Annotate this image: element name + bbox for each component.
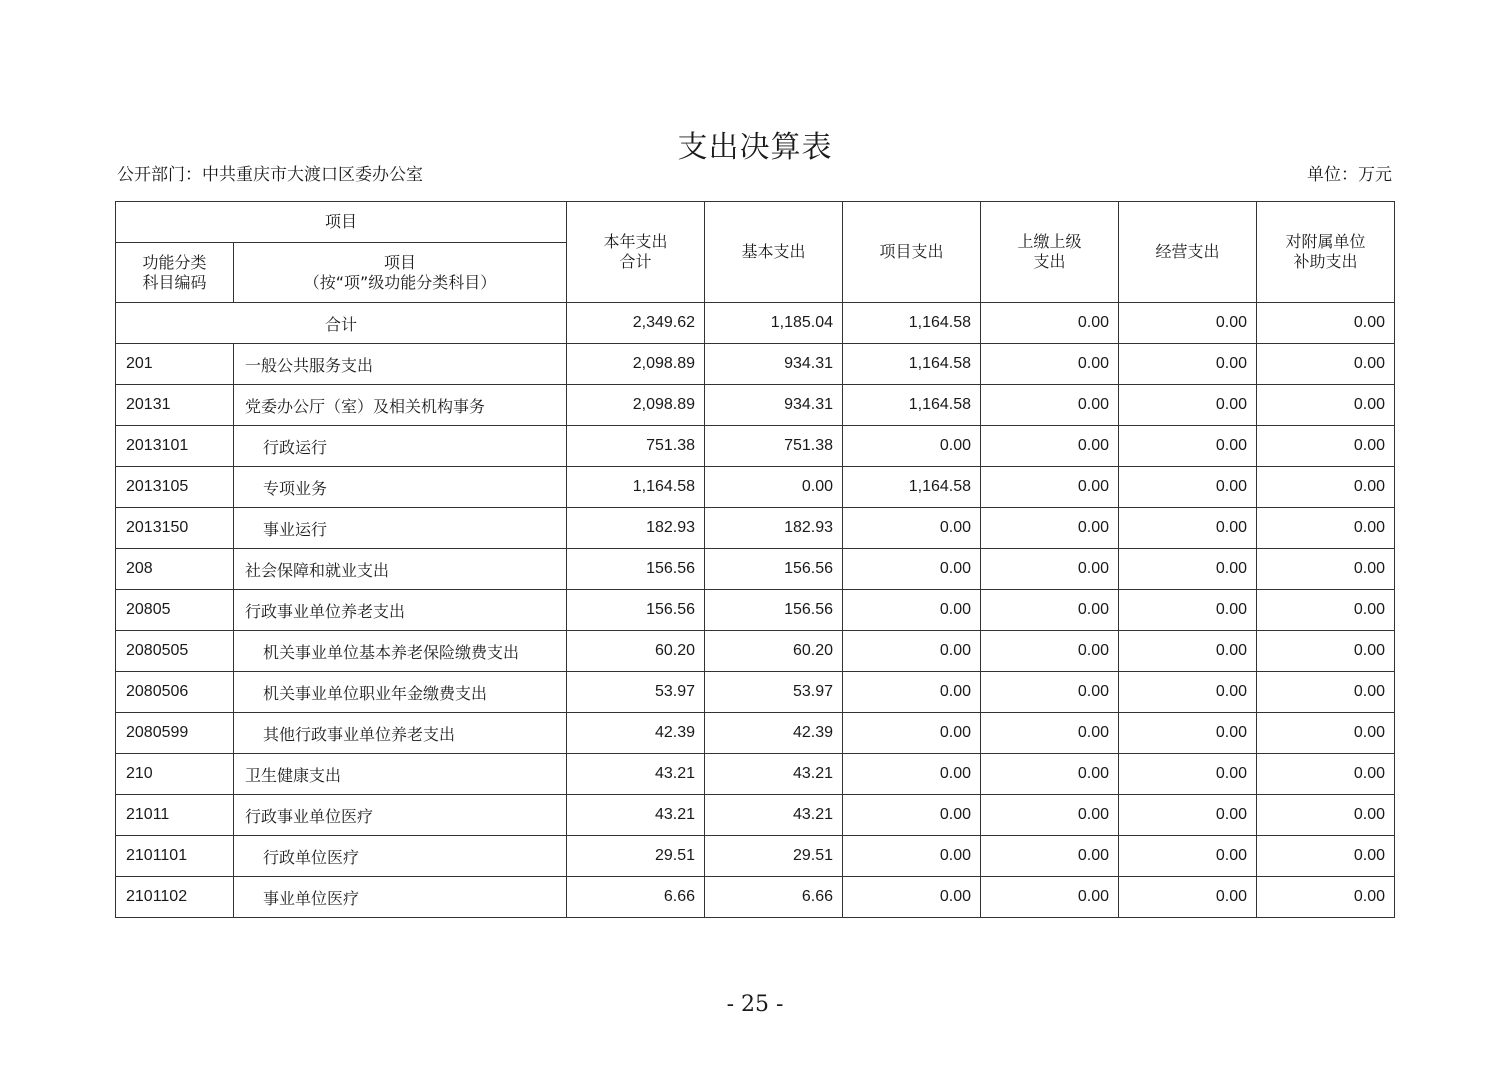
header-upper-line2: 支出 bbox=[1033, 252, 1066, 271]
row-code: 210 bbox=[116, 754, 234, 795]
row-value-total: 156.56 bbox=[567, 549, 705, 590]
header-subsidy-line1: 对附属单位 bbox=[1285, 232, 1366, 251]
table-row bbox=[116, 836, 1395, 877]
row-value-business: 0.00 bbox=[1119, 877, 1257, 918]
row-value-upper: 0.00 bbox=[981, 508, 1119, 549]
row-name: 一般公共服务支出 bbox=[234, 344, 567, 385]
total-value-basic: 1,185.04 bbox=[705, 303, 843, 344]
row-value-upper: 0.00 bbox=[981, 754, 1119, 795]
table-row bbox=[116, 877, 1395, 918]
row-value-total: 42.39 bbox=[567, 713, 705, 754]
row-value-upper: 0.00 bbox=[981, 590, 1119, 631]
row-value-project: 0.00 bbox=[843, 836, 981, 877]
header-name-line1: 项目 bbox=[384, 252, 417, 272]
header-name bbox=[234, 243, 567, 303]
row-name: 行政运行 bbox=[234, 426, 567, 467]
table-body bbox=[116, 303, 1395, 918]
department-label: 公开部门：中共重庆市大渡口区委办公室 bbox=[117, 165, 423, 185]
row-name: 行政事业单位医疗 bbox=[234, 795, 567, 836]
table-row bbox=[116, 549, 1395, 590]
row-value-total: 29.51 bbox=[567, 836, 705, 877]
row-value-total: 53.97 bbox=[567, 672, 705, 713]
row-value-total: 60.20 bbox=[567, 631, 705, 672]
row-value-business: 0.00 bbox=[1119, 631, 1257, 672]
row-value-basic: 0.00 bbox=[705, 467, 843, 508]
row-code: 2080505 bbox=[116, 631, 234, 672]
row-code: 2013101 bbox=[116, 426, 234, 467]
header-business: 经营支出 bbox=[1119, 202, 1257, 303]
row-code: 2080599 bbox=[116, 713, 234, 754]
row-value-upper: 0.00 bbox=[981, 385, 1119, 426]
row-value-upper: 0.00 bbox=[981, 631, 1119, 672]
row-name: 事业运行 bbox=[234, 508, 567, 549]
header-upper bbox=[981, 202, 1119, 303]
row-name: 专项业务 bbox=[234, 467, 567, 508]
row-value-project: 0.00 bbox=[843, 590, 981, 631]
row-code: 20131 bbox=[116, 385, 234, 426]
total-label: 合计 bbox=[116, 303, 567, 344]
row-name: 行政单位医疗 bbox=[234, 836, 567, 877]
total-value-subsidy: 0.00 bbox=[1257, 303, 1395, 344]
row-value-subsidy: 0.00 bbox=[1257, 877, 1395, 918]
row-value-subsidy: 0.00 bbox=[1257, 426, 1395, 467]
row-code: 208 bbox=[116, 549, 234, 590]
row-value-business: 0.00 bbox=[1119, 426, 1257, 467]
row-value-project: 0.00 bbox=[843, 426, 981, 467]
table-row bbox=[116, 385, 1395, 426]
row-value-total: 2,098.89 bbox=[567, 385, 705, 426]
row-name: 事业单位医疗 bbox=[234, 877, 567, 918]
row-value-subsidy: 0.00 bbox=[1257, 672, 1395, 713]
row-value-business: 0.00 bbox=[1119, 467, 1257, 508]
table-row bbox=[116, 590, 1395, 631]
row-value-project: 0.00 bbox=[843, 713, 981, 754]
header-code-line2: 科目编码 bbox=[142, 272, 207, 292]
row-value-subsidy: 0.00 bbox=[1257, 508, 1395, 549]
unit-label: 单位：万元 bbox=[1307, 165, 1392, 185]
row-value-upper: 0.00 bbox=[981, 713, 1119, 754]
header-code-line1: 功能分类 bbox=[142, 252, 207, 272]
total-value-project: 1,164.58 bbox=[843, 303, 981, 344]
row-value-total: 182.93 bbox=[567, 508, 705, 549]
row-name: 其他行政事业单位养老支出 bbox=[234, 713, 567, 754]
table-row bbox=[116, 344, 1395, 385]
row-value-upper: 0.00 bbox=[981, 426, 1119, 467]
row-name: 机关事业单位基本养老保险缴费支出 bbox=[234, 631, 567, 672]
row-value-upper: 0.00 bbox=[981, 836, 1119, 877]
row-value-project: 0.00 bbox=[843, 631, 981, 672]
row-value-project: 0.00 bbox=[843, 754, 981, 795]
row-value-basic: 934.31 bbox=[705, 385, 843, 426]
row-value-project: 0.00 bbox=[843, 508, 981, 549]
row-value-upper: 0.00 bbox=[981, 795, 1119, 836]
row-value-subsidy: 0.00 bbox=[1257, 467, 1395, 508]
total-value-total: 2,349.62 bbox=[567, 303, 705, 344]
row-value-business: 0.00 bbox=[1119, 549, 1257, 590]
row-value-total: 156.56 bbox=[567, 590, 705, 631]
row-value-upper: 0.00 bbox=[981, 877, 1119, 918]
table-row bbox=[116, 672, 1395, 713]
row-value-upper: 0.00 bbox=[981, 344, 1119, 385]
header-name-line2: （按“项”级功能分类科目） bbox=[303, 272, 497, 292]
header-upper-line1: 上缴上级 bbox=[1017, 232, 1082, 251]
row-value-business: 0.00 bbox=[1119, 836, 1257, 877]
row-value-subsidy: 0.00 bbox=[1257, 344, 1395, 385]
header-subsidy-line2: 补助支出 bbox=[1293, 252, 1358, 271]
expenditure-table bbox=[115, 201, 1395, 918]
row-value-subsidy: 0.00 bbox=[1257, 590, 1395, 631]
row-value-subsidy: 0.00 bbox=[1257, 754, 1395, 795]
row-value-basic: 43.21 bbox=[705, 754, 843, 795]
table-row bbox=[116, 508, 1395, 549]
header-total-line2: 合计 bbox=[619, 252, 652, 271]
row-name: 卫生健康支出 bbox=[234, 754, 567, 795]
total-value-business: 0.00 bbox=[1119, 303, 1257, 344]
row-value-business: 0.00 bbox=[1119, 795, 1257, 836]
row-value-subsidy: 0.00 bbox=[1257, 713, 1395, 754]
page-title: 支出决算表 bbox=[677, 130, 833, 165]
table-row bbox=[116, 467, 1395, 508]
row-value-basic: 6.66 bbox=[705, 877, 843, 918]
row-code: 2101102 bbox=[116, 877, 234, 918]
row-name: 党委办公厅（室）及相关机构事务 bbox=[234, 385, 567, 426]
row-value-basic: 42.39 bbox=[705, 713, 843, 754]
row-value-total: 1,164.58 bbox=[567, 467, 705, 508]
row-value-basic: 29.51 bbox=[705, 836, 843, 877]
page-number: - 25 - bbox=[726, 992, 784, 1017]
row-code: 201 bbox=[116, 344, 234, 385]
header-project-expenditure: 项目支出 bbox=[843, 202, 981, 303]
table-row bbox=[116, 631, 1395, 672]
row-value-business: 0.00 bbox=[1119, 590, 1257, 631]
row-value-basic: 60.20 bbox=[705, 631, 843, 672]
row-value-upper: 0.00 bbox=[981, 467, 1119, 508]
row-value-total: 43.21 bbox=[567, 754, 705, 795]
row-value-total: 43.21 bbox=[567, 795, 705, 836]
row-value-basic: 156.56 bbox=[705, 590, 843, 631]
row-name: 行政事业单位养老支出 bbox=[234, 590, 567, 631]
header-total bbox=[567, 202, 705, 303]
row-value-business: 0.00 bbox=[1119, 344, 1257, 385]
row-code: 20805 bbox=[116, 590, 234, 631]
row-value-business: 0.00 bbox=[1119, 754, 1257, 795]
row-name: 机关事业单位职业年金缴费支出 bbox=[234, 672, 567, 713]
row-code: 2101101 bbox=[116, 836, 234, 877]
table-row bbox=[116, 795, 1395, 836]
row-value-total: 2,098.89 bbox=[567, 344, 705, 385]
row-value-total: 751.38 bbox=[567, 426, 705, 467]
row-code: 2013105 bbox=[116, 467, 234, 508]
row-code: 2080506 bbox=[116, 672, 234, 713]
row-value-business: 0.00 bbox=[1119, 672, 1257, 713]
row-value-basic: 182.93 bbox=[705, 508, 843, 549]
row-value-business: 0.00 bbox=[1119, 713, 1257, 754]
row-value-business: 0.00 bbox=[1119, 508, 1257, 549]
table-row bbox=[116, 713, 1395, 754]
row-value-project: 0.00 bbox=[843, 672, 981, 713]
row-value-project: 0.00 bbox=[843, 795, 981, 836]
row-value-project: 0.00 bbox=[843, 549, 981, 590]
header-code bbox=[116, 243, 234, 303]
row-value-project: 1,164.58 bbox=[843, 467, 981, 508]
row-value-basic: 53.97 bbox=[705, 672, 843, 713]
row-value-project: 1,164.58 bbox=[843, 385, 981, 426]
row-value-basic: 43.21 bbox=[705, 795, 843, 836]
header-project: 项目 bbox=[116, 202, 567, 243]
row-value-basic: 934.31 bbox=[705, 344, 843, 385]
row-value-subsidy: 0.00 bbox=[1257, 631, 1395, 672]
row-value-upper: 0.00 bbox=[981, 672, 1119, 713]
row-name: 社会保障和就业支出 bbox=[234, 549, 567, 590]
total-row bbox=[116, 303, 1395, 344]
row-code: 21011 bbox=[116, 795, 234, 836]
row-value-total: 6.66 bbox=[567, 877, 705, 918]
table-row bbox=[116, 754, 1395, 795]
row-value-project: 0.00 bbox=[843, 877, 981, 918]
header-basic: 基本支出 bbox=[705, 202, 843, 303]
row-value-upper: 0.00 bbox=[981, 549, 1119, 590]
header-subsidy bbox=[1257, 202, 1395, 303]
row-value-subsidy: 0.00 bbox=[1257, 795, 1395, 836]
total-value-upper: 0.00 bbox=[981, 303, 1119, 344]
header-total-line1: 本年支出 bbox=[603, 232, 668, 251]
row-value-basic: 751.38 bbox=[705, 426, 843, 467]
row-value-project: 1,164.58 bbox=[843, 344, 981, 385]
row-value-business: 0.00 bbox=[1119, 385, 1257, 426]
table-header bbox=[116, 202, 1395, 303]
row-code: 2013150 bbox=[116, 508, 234, 549]
row-value-subsidy: 0.00 bbox=[1257, 836, 1395, 877]
table-row bbox=[116, 426, 1395, 467]
row-value-subsidy: 0.00 bbox=[1257, 385, 1395, 426]
row-value-basic: 156.56 bbox=[705, 549, 843, 590]
row-value-subsidy: 0.00 bbox=[1257, 549, 1395, 590]
